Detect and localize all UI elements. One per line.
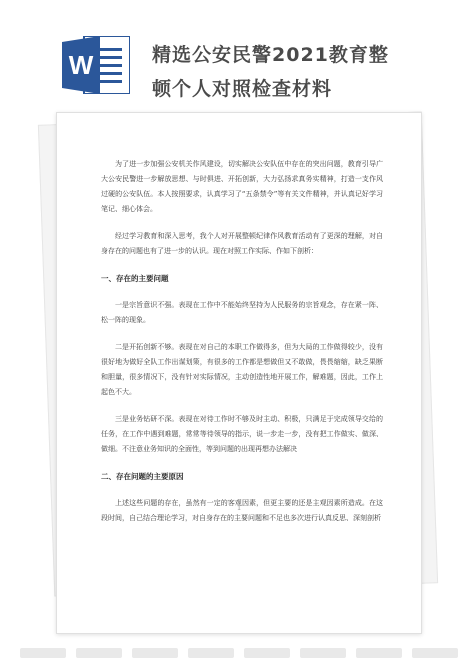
watermark-block xyxy=(300,648,346,658)
paragraph: 经过学习教育和深入思考，我个人对开展整顿纪律作风教育活动有了更深的理解，对自身存在的问题也有了进一步的认识。现在对照工作实际、作如下剖析： xyxy=(101,232,383,255)
section-heading: 二、存在问题的主要原因 xyxy=(101,472,184,481)
watermark-block xyxy=(356,648,402,658)
paragraph: 一是宗旨意识不强。表现在工作中不能始终坚持为人民服务的宗旨观念，存在紧一阵、松一阵的现象。 xyxy=(101,301,383,324)
word-document-icon xyxy=(62,36,130,94)
watermark-block xyxy=(412,648,458,658)
watermark-block xyxy=(76,648,122,658)
title-line-2: 顿个人对照检查材料 xyxy=(152,78,333,100)
page-title xyxy=(152,38,452,106)
svg-text:W: W xyxy=(68,50,94,80)
paragraph: 二是开拓创新不够。表现在对自己的本职工作做得多，但为大局的工作做得较少，没有很好地为做好全队工作出谋划策，有很多的工作都是想做但又不敢做，畏畏缩缩，缺乏果断和胆量，很多情况下，没有针对实际情况，主动创造性地开展工作，解难题，因此，工作上起色不大。 xyxy=(101,343,383,396)
paragraph: 三是业务钻研不深。表现在对待工作时不够及时主动、积极，只满足于完成领导交给的任务，在工作中遇到难题，常常等待领导的指示，说一步走一步，没有把工作做实、做深、做细。不注意业务知识的全面性，等到问题的出现再想办法解决 xyxy=(101,415,383,453)
paragraph: 上述这些问题的存在，虽然有一定的客观因素，但更主要的还是主观因素所造成。在这段时间，自己结合理论学习，对自身存在的主要问题和不足也多次进行认真反思、深刻剖析 xyxy=(101,499,383,522)
document-content xyxy=(101,157,383,538)
section-heading: 一、存在的主要问题 xyxy=(101,274,169,283)
watermark-block xyxy=(132,648,178,658)
watermark-block xyxy=(20,648,66,658)
watermark-strip xyxy=(0,648,474,662)
header xyxy=(0,0,474,108)
page-number: 1 xyxy=(237,505,241,512)
document-page xyxy=(56,112,422,634)
watermark-block xyxy=(188,648,234,658)
watermark-block xyxy=(244,648,290,658)
title-line-1: 精选公安民警2021教育整 xyxy=(152,44,389,66)
paragraph: 为了进一步加强公安机关作风建设，切实解决公安队伍中存在的突出问题，教育引导广大公安民警进一步解放思想、与时俱进、开拓创新，大力弘扬求真务实精神，打造一支作风过硬的公安队伍。本人按照要求，认真学习了“五条禁令”等有关文件精神，并认真记好学习笔记、细心体会。 xyxy=(101,160,383,213)
